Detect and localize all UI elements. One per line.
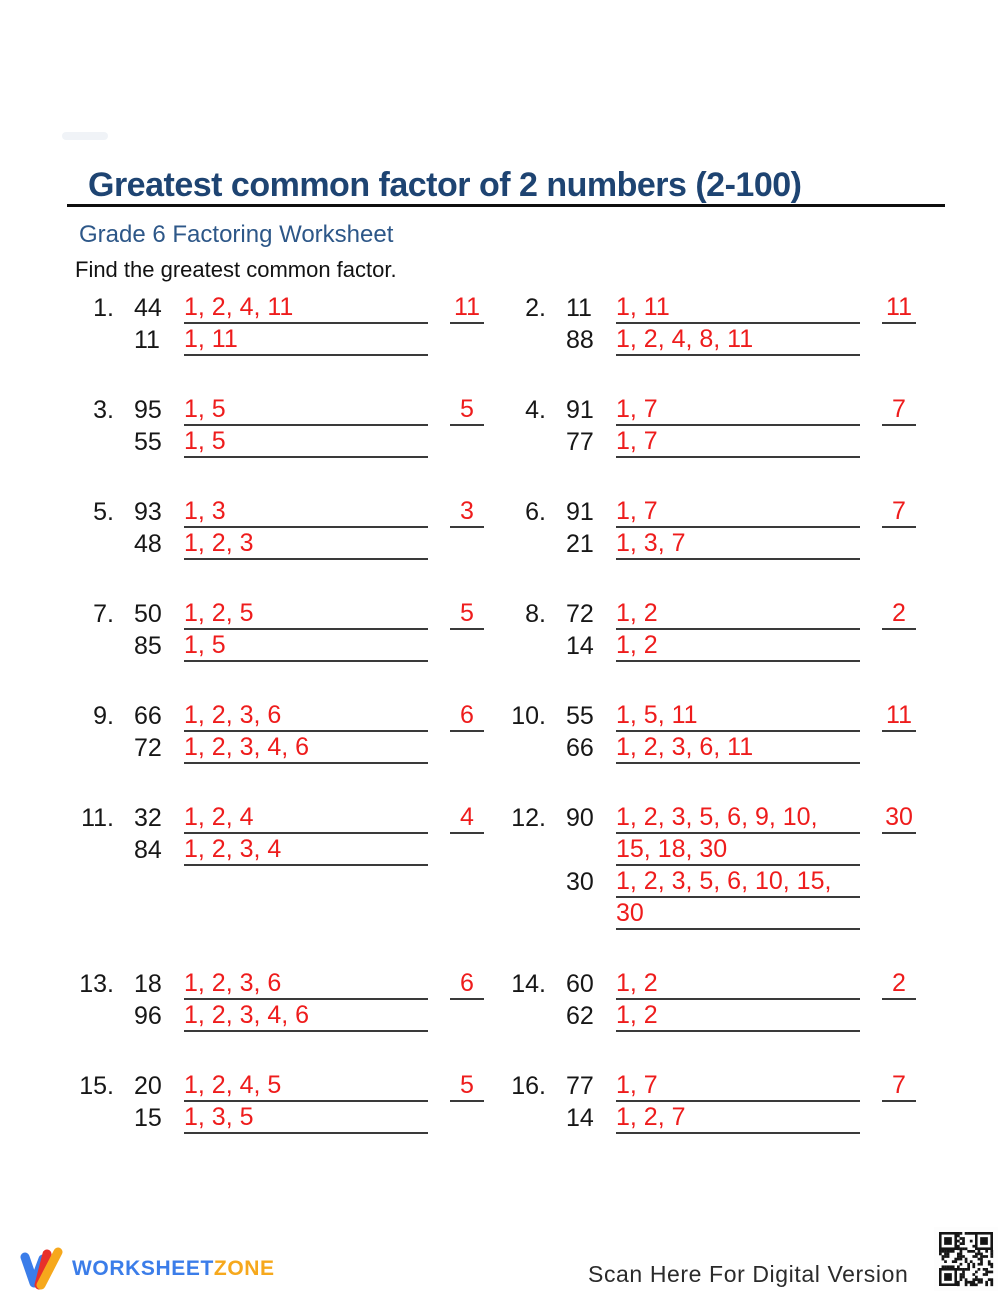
- factors-line: 1, 2, 4, 5: [184, 1070, 428, 1102]
- given-number: 44: [134, 294, 162, 322]
- factors-line: 1, 2: [616, 598, 860, 630]
- given-number: 95: [134, 396, 162, 424]
- number-row: [134, 426, 428, 458]
- qr-code-icon: [934, 1227, 998, 1291]
- factors-field: [184, 1070, 428, 1102]
- number-row: [566, 598, 860, 630]
- given-number: 60: [566, 970, 594, 998]
- given-number: 11: [134, 326, 160, 354]
- factors-field: [184, 496, 428, 528]
- factors-field: [184, 834, 428, 866]
- problem: [510, 394, 942, 458]
- factors-field: [616, 496, 860, 528]
- given-number: 77: [566, 1072, 594, 1100]
- gcf-answer: 3: [450, 496, 484, 528]
- logo-w-icon: [18, 1246, 64, 1292]
- problem-body: [566, 292, 860, 356]
- gcf-answer: 2: [882, 598, 916, 630]
- factors-line: 1, 2, 3, 6, 11: [616, 732, 860, 764]
- answer-blank: [450, 598, 484, 630]
- gcf-answer: 6: [450, 700, 484, 732]
- answer-blank: [882, 968, 916, 1000]
- problem-number: 2.: [525, 294, 546, 322]
- number-row: [134, 700, 428, 732]
- factors-field: [616, 528, 860, 560]
- problem: [510, 802, 942, 930]
- gcf-answer: 2: [882, 968, 916, 1000]
- page-title: Greatest common factor of 2 numbers (2-100): [88, 166, 802, 204]
- number-row: [134, 1070, 428, 1102]
- answer-blank: [882, 598, 916, 630]
- given-number: 21: [566, 530, 594, 558]
- factors-field: [616, 630, 860, 662]
- logo-text-worksheet: WORKSHEET: [72, 1257, 214, 1280]
- answer-blank: [450, 496, 484, 528]
- given-number: 55: [134, 428, 162, 456]
- factors-line: 1, 2, 3: [184, 528, 428, 560]
- given-number: 91: [566, 498, 594, 526]
- number-row: [134, 630, 428, 662]
- factors-line: 1, 2, 3, 5, 6, 9, 10,: [616, 802, 860, 834]
- problem-body: [134, 968, 428, 1032]
- factors-field: [616, 1102, 860, 1134]
- number-row: [566, 802, 860, 866]
- problem-body: [134, 802, 428, 866]
- factors-line: 1, 2: [616, 968, 860, 1000]
- answer-blank: [450, 292, 484, 324]
- factors-field: [616, 598, 860, 630]
- gcf-answer: 7: [882, 1070, 916, 1102]
- factors-line: 1, 2: [616, 1000, 860, 1032]
- number-row: [134, 394, 428, 426]
- number-row: [566, 866, 860, 930]
- factors-field: [184, 292, 428, 324]
- problem: [510, 968, 942, 1032]
- problem: [510, 1070, 942, 1134]
- worksheetzone-logo: [18, 1246, 275, 1292]
- factors-line: 1, 7: [616, 394, 860, 426]
- problem: [510, 292, 942, 356]
- number-row: [134, 598, 428, 630]
- problem-number: 8.: [525, 600, 546, 628]
- gcf-answer: 11: [882, 700, 916, 732]
- given-number: 48: [134, 530, 162, 558]
- factors-line: 1, 2, 3, 4: [184, 834, 428, 866]
- given-number: 88: [566, 326, 594, 354]
- problem: [78, 394, 510, 458]
- problem-number: 15.: [79, 1072, 114, 1100]
- answer-blank: [882, 496, 916, 528]
- factors-field: [184, 394, 428, 426]
- factors-field: [184, 598, 428, 630]
- gcf-answer: 5: [450, 394, 484, 426]
- factors-line: 30: [616, 898, 860, 930]
- factors-line: 1, 5: [184, 630, 428, 662]
- problem-number: 9.: [93, 702, 114, 730]
- gcf-answer: 11: [450, 292, 484, 324]
- factors-line: 1, 2, 4: [184, 802, 428, 834]
- given-number: 96: [134, 1002, 162, 1030]
- number-row: [134, 968, 428, 1000]
- answer-blank: [450, 394, 484, 426]
- given-number: 72: [566, 600, 594, 628]
- problem: [78, 598, 510, 662]
- given-number: 55: [566, 702, 594, 730]
- worksheet-subtitle: Grade 6 Factoring Worksheet: [79, 221, 394, 248]
- number-row: [134, 732, 428, 764]
- problem-body: [134, 394, 428, 458]
- problem-body: [134, 700, 428, 764]
- factors-field: [184, 1102, 428, 1134]
- answer-blank: [450, 802, 484, 834]
- given-number: 11: [566, 294, 592, 322]
- number-row: [566, 496, 860, 528]
- number-row: [134, 324, 428, 356]
- factors-line: 1, 2, 3, 6: [184, 700, 428, 732]
- factors-field: [616, 700, 860, 732]
- given-number: 66: [134, 702, 162, 730]
- number-row: [134, 528, 428, 560]
- number-row: [134, 1000, 428, 1032]
- problem-body: [134, 496, 428, 560]
- given-number: 14: [566, 1104, 594, 1132]
- gcf-answer: 4: [450, 802, 484, 834]
- given-number: 66: [566, 734, 594, 762]
- factors-field: [184, 630, 428, 662]
- problem-body: [566, 1070, 860, 1134]
- problem-number: 16.: [511, 1072, 546, 1100]
- logo-text-zone: ZONE: [213, 1257, 275, 1280]
- problem: [78, 1070, 510, 1134]
- factors-field: [184, 700, 428, 732]
- factors-line: 1, 5: [184, 426, 428, 458]
- problem-body: [566, 968, 860, 1032]
- factors-line: 1, 2, 3, 4, 6: [184, 732, 428, 764]
- logo-text: [72, 1257, 275, 1281]
- factors-line: 1, 2, 7: [616, 1102, 860, 1134]
- gcf-answer: 7: [882, 496, 916, 528]
- answer-blank: [450, 700, 484, 732]
- given-number: 18: [134, 970, 162, 998]
- problem: [78, 700, 510, 764]
- factors-field: [616, 426, 860, 458]
- problem: [510, 598, 942, 662]
- factors-line: 1, 2, 4, 8, 11: [616, 324, 860, 356]
- instruction-text: Find the greatest common factor.: [75, 257, 397, 282]
- problem-body: [134, 598, 428, 662]
- given-number: 90: [566, 804, 594, 832]
- factors-field: [616, 1000, 860, 1032]
- number-row: [134, 802, 428, 834]
- factors-field: [184, 802, 428, 834]
- problem: [510, 700, 942, 764]
- given-number: 62: [566, 1002, 594, 1030]
- problem-number: 14.: [511, 970, 546, 998]
- factors-line: 1, 2: [616, 630, 860, 662]
- given-number: 93: [134, 498, 162, 526]
- problem-body: [134, 1070, 428, 1134]
- given-number: 32: [134, 804, 162, 832]
- problem: [78, 802, 510, 866]
- factors-line: 1, 2, 5: [184, 598, 428, 630]
- given-number: 85: [134, 632, 162, 660]
- factors-line: 1, 3, 5: [184, 1102, 428, 1134]
- factors-field: [616, 1070, 860, 1102]
- problem-body: [134, 292, 428, 356]
- number-row: [566, 968, 860, 1000]
- given-number: 91: [566, 396, 594, 424]
- factors-field: [616, 732, 860, 764]
- number-row: [566, 426, 860, 458]
- problem-body: [566, 700, 860, 764]
- number-row: [566, 528, 860, 560]
- problem-number: 3.: [93, 396, 114, 424]
- given-number: 77: [566, 428, 594, 456]
- answer-blank: [882, 700, 916, 732]
- number-row: [566, 292, 860, 324]
- problem-number: 7.: [93, 600, 114, 628]
- gcf-answer: 5: [450, 598, 484, 630]
- given-number: 20: [134, 1072, 162, 1100]
- factors-field: [184, 528, 428, 560]
- given-number: 30: [566, 868, 594, 896]
- problem-body: [566, 394, 860, 458]
- answer-blank: [882, 802, 916, 834]
- gcf-answer: 11: [882, 292, 916, 324]
- factors-line: 1, 11: [184, 324, 428, 356]
- factors-line: 1, 3, 7: [616, 528, 860, 560]
- problem-number: 10.: [511, 702, 546, 730]
- gcf-answer: 5: [450, 1070, 484, 1102]
- problem: [510, 496, 942, 560]
- factors-line: 15, 18, 30: [616, 834, 860, 866]
- factors-field: [616, 324, 860, 356]
- scan-here-text: Scan Here For Digital Version: [588, 1261, 909, 1287]
- factors-line: 1, 2, 3, 6: [184, 968, 428, 1000]
- answer-blank: [450, 968, 484, 1000]
- number-row: [134, 1102, 428, 1134]
- number-row: [566, 630, 860, 662]
- problem-number: 5.: [93, 498, 114, 526]
- factors-field: [184, 426, 428, 458]
- factors-line: 1, 3: [184, 496, 428, 528]
- factors-line: 1, 7: [616, 1070, 860, 1102]
- problem: [78, 292, 510, 356]
- number-row: [566, 732, 860, 764]
- given-number: 50: [134, 600, 162, 628]
- problem-number: 11.: [81, 804, 114, 832]
- factors-field: [616, 394, 860, 426]
- factors-field: [184, 1000, 428, 1032]
- number-row: [134, 292, 428, 324]
- number-row: [566, 700, 860, 732]
- factors-field: [616, 968, 860, 1000]
- answer-blank: [882, 1070, 916, 1102]
- factors-field: [184, 968, 428, 1000]
- problem-number: 1.: [93, 294, 114, 322]
- factors-line: 1, 2, 3, 4, 6: [184, 1000, 428, 1032]
- given-number: 84: [134, 836, 162, 864]
- problem: [78, 496, 510, 560]
- problem-number: 13.: [79, 970, 114, 998]
- factors-line: 1, 7: [616, 496, 860, 528]
- factors-field: [184, 732, 428, 764]
- factors-field: [616, 866, 860, 930]
- gcf-answer: 7: [882, 394, 916, 426]
- number-row: [566, 1000, 860, 1032]
- faint-print-artifact: [62, 132, 108, 140]
- problem: [78, 968, 510, 1032]
- given-number: 15: [134, 1104, 162, 1132]
- given-number: 14: [566, 632, 594, 660]
- factors-field: [616, 802, 860, 866]
- number-row: [134, 834, 428, 866]
- number-row: [566, 1070, 860, 1102]
- factors-line: 1, 11: [616, 292, 860, 324]
- factors-line: 1, 2, 4, 11: [184, 292, 428, 324]
- given-number: 72: [134, 734, 162, 762]
- factors-line: 1, 7: [616, 426, 860, 458]
- problem-number: 6.: [525, 498, 546, 526]
- answer-blank: [882, 394, 916, 426]
- answer-blank: [882, 292, 916, 324]
- problem-body: [566, 496, 860, 560]
- factors-field: [616, 292, 860, 324]
- problem-number: 4.: [525, 396, 546, 424]
- number-row: [566, 394, 860, 426]
- problem-number: 12.: [511, 804, 546, 832]
- answer-blank: [450, 1070, 484, 1102]
- problem-body: [566, 598, 860, 662]
- problem-body: [566, 802, 860, 930]
- number-row: [134, 496, 428, 528]
- factors-line: 1, 5, 11: [616, 700, 860, 732]
- factors-line: 1, 5: [184, 394, 428, 426]
- problems-grid: [78, 292, 958, 1134]
- number-row: [566, 1102, 860, 1134]
- gcf-answer: 30: [882, 802, 916, 834]
- factors-line: 1, 2, 3, 5, 6, 10, 15,: [616, 866, 860, 898]
- title-underline: [67, 204, 945, 207]
- gcf-answer: 6: [450, 968, 484, 1000]
- number-row: [566, 324, 860, 356]
- factors-field: [184, 324, 428, 356]
